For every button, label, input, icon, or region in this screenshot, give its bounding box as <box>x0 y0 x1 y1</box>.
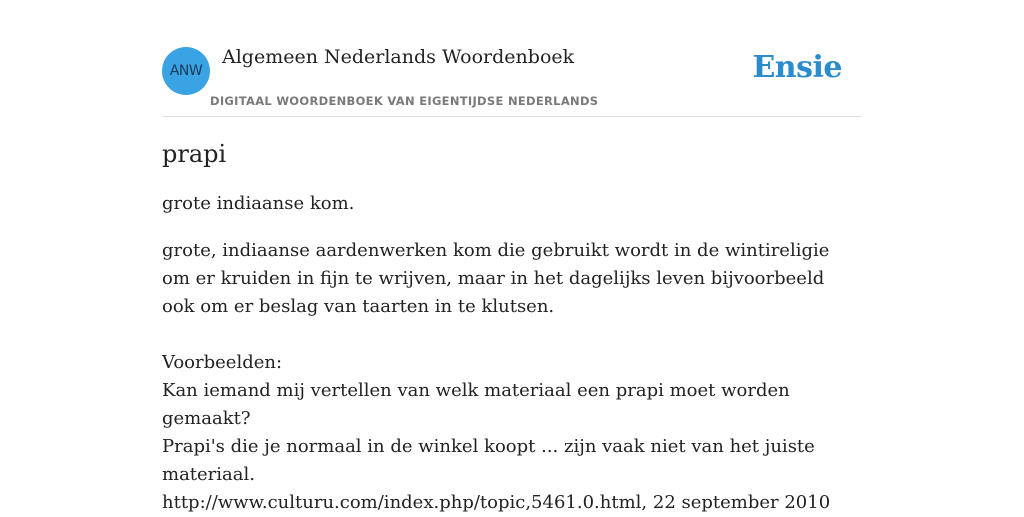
entry-content <box>162 136 862 517</box>
example-sentence: Kan iemand mij vertellen van welk materiaal een prapi moet worden gemaakt? <box>162 380 790 429</box>
example-sentence: Prapi's die je normaal in de winkel koopt ... zijn vaak niet van het juiste materiaal. <box>162 436 815 485</box>
example-source: http://www.culturu.com/index.php/topic,5461.0.html, 22 september 2010 <box>162 492 831 513</box>
site-subtitle: DIGITAAL WOORDENBOEK VAN EIGENTIJDSE NEDERLANDS <box>210 94 599 108</box>
site-header <box>162 40 862 117</box>
examples-section <box>162 349 862 517</box>
ensie-brand-logo[interactable]: Ensie <box>752 50 842 85</box>
anw-logo[interactable]: ANW <box>162 47 210 95</box>
entry-word: prapi <box>162 140 227 168</box>
long-definition: grote, indiaanse aardenwerken kom die gebruikt wordt in de wintireligie om er kruiden in fijn te wrijven, maar in het dagelijks leven bijvoorbeeld ook om er beslag van taarten in te klutsen. <box>162 240 830 317</box>
short-definition: grote indiaanse kom. <box>162 193 355 214</box>
examples-heading: Voorbeelden: <box>162 352 283 373</box>
site-title: Algemeen Nederlands Woordenboek <box>222 46 575 68</box>
